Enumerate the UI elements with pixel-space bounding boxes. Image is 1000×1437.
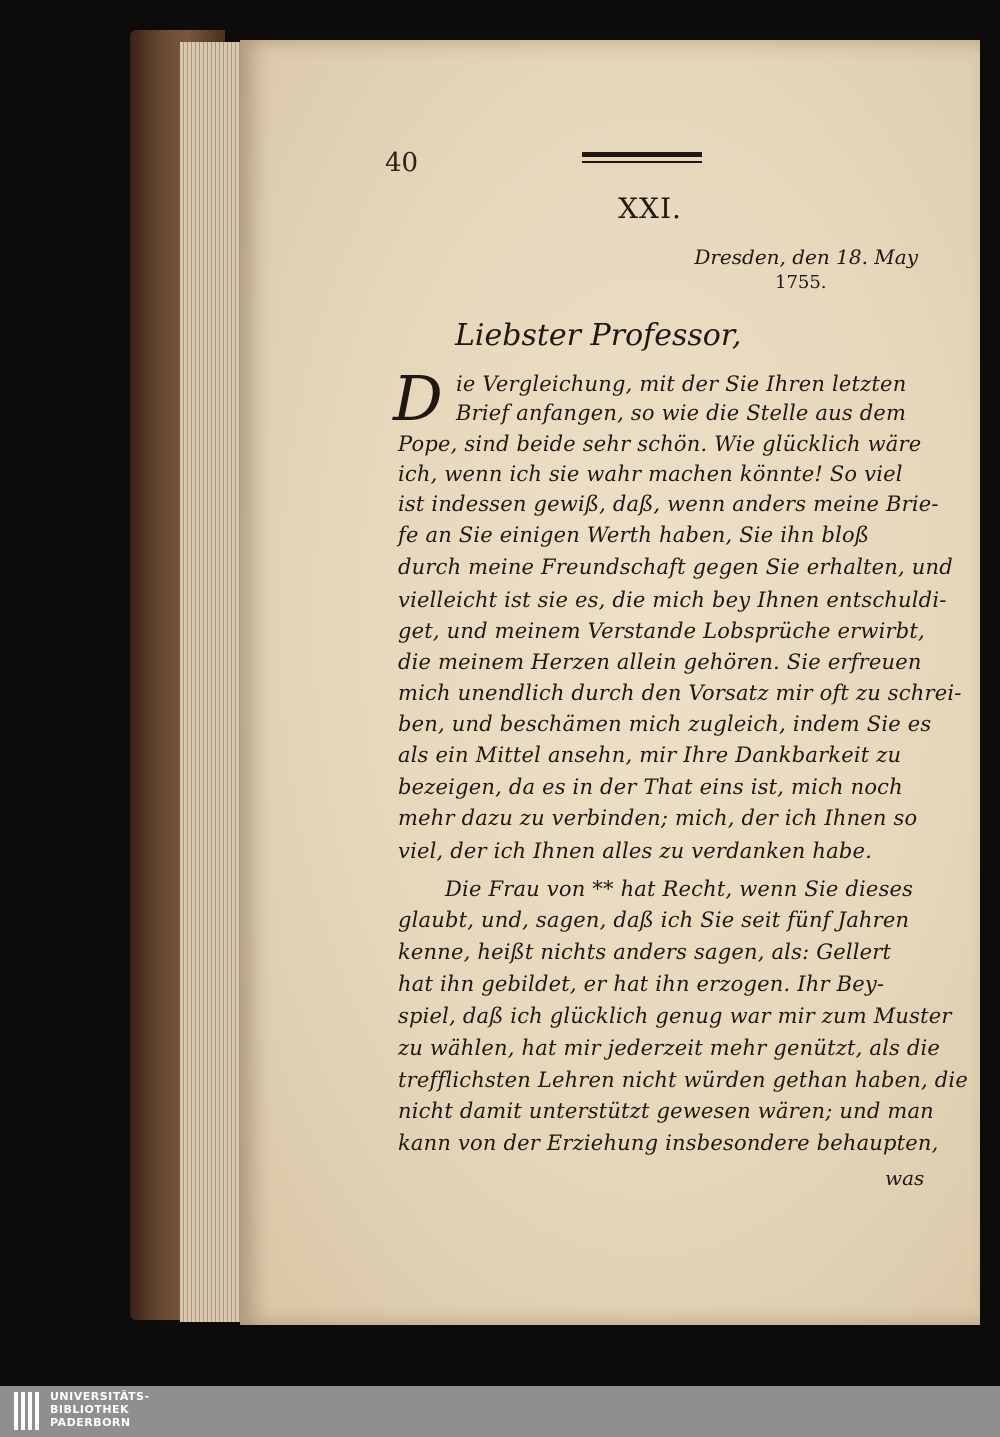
text-line: ben, und beschämen mich zugleich, indem Sie es	[398, 712, 932, 736]
library-footer	[0, 1386, 1000, 1437]
logo-line: PADERBORN	[50, 1416, 131, 1429]
text-line: spiel, daß ich glücklich genug war mir zum Muster	[398, 1004, 952, 1028]
text-line: Die Frau von ** hat Recht, wenn Sie dieses	[445, 877, 914, 901]
header-rule-thick	[582, 152, 702, 157]
text-line: hat ihn gebildet, er hat ihn erzogen. Ihr Bey-	[398, 972, 885, 996]
library-logo-text	[50, 1390, 150, 1429]
salutation: Liebster Professor,	[455, 318, 742, 353]
text-line: Pope, sind beide sehr schön. Wie glücklich wäre	[398, 432, 922, 456]
text-line: viel, der ich Ihnen alles zu verdanken habe.	[398, 839, 872, 863]
text-line: kann von der Erziehung insbesondere behaupten,	[398, 1131, 939, 1155]
text-line: ich, wenn ich sie wahr machen könnte! So viel	[398, 462, 903, 486]
text-line: vielleicht ist sie es, die mich bey Ihnen entschuldi-	[398, 588, 947, 612]
text-line: glaubt, und, sagen, daß ich Sie seit fünf Jahren	[398, 908, 910, 932]
dateline: Dresden, den 18. May	[694, 245, 918, 269]
logo-line: UNIVERSITÄTS-	[50, 1390, 150, 1403]
text-line: die meinem Herzen allein gehören. Sie erfreuen	[398, 650, 922, 674]
text-line: get, und meinem Verstande Lobsprüche erwirbt,	[398, 619, 925, 643]
text-line: mich unendlich durch den Vorsatz mir oft zu schrei-	[398, 681, 962, 705]
text-line: kenne, heißt nichts anders sagen, als: Gellert	[398, 940, 892, 964]
text-line: zu wählen, hat mir jederzeit mehr genützt, als die	[398, 1036, 941, 1060]
text-line: ist indessen gewiß, daß, wenn anders meine Brie-	[398, 492, 939, 516]
text-line: nicht damit unterstützt gewesen wären; und man	[398, 1099, 934, 1123]
library-logo-icon	[14, 1392, 42, 1430]
text-line: Brief anfangen, so wie die Stelle aus dem	[456, 401, 907, 425]
drop-cap: D	[393, 362, 443, 435]
text-line: ie Vergleichung, mit der Sie Ihren letzten	[456, 372, 907, 396]
text-line: als ein Mittel ansehn, mir Ihre Dankbarkeit zu	[398, 743, 902, 767]
text-line: bezeigen, da es in der That eins ist, mich noch	[398, 775, 903, 799]
header-rule-thin	[582, 161, 702, 163]
dateline-year: 1755.	[775, 272, 827, 293]
logo-line: BIBLIOTHEK	[50, 1403, 130, 1416]
page-number: 40	[385, 148, 419, 178]
text-line: trefflichsten Lehren nicht würden gethan haben, die	[398, 1068, 968, 1092]
text-line: fe an Sie einigen Werth haben, Sie ihn bloß	[398, 523, 870, 547]
letter-number: XXI.	[618, 192, 682, 225]
text-line: mehr dazu zu verbinden; mich, der ich Ihnen so	[398, 806, 918, 830]
catchword: was	[885, 1166, 925, 1190]
text-line: durch meine Freundschaft gegen Sie erhalten, und	[398, 555, 953, 579]
